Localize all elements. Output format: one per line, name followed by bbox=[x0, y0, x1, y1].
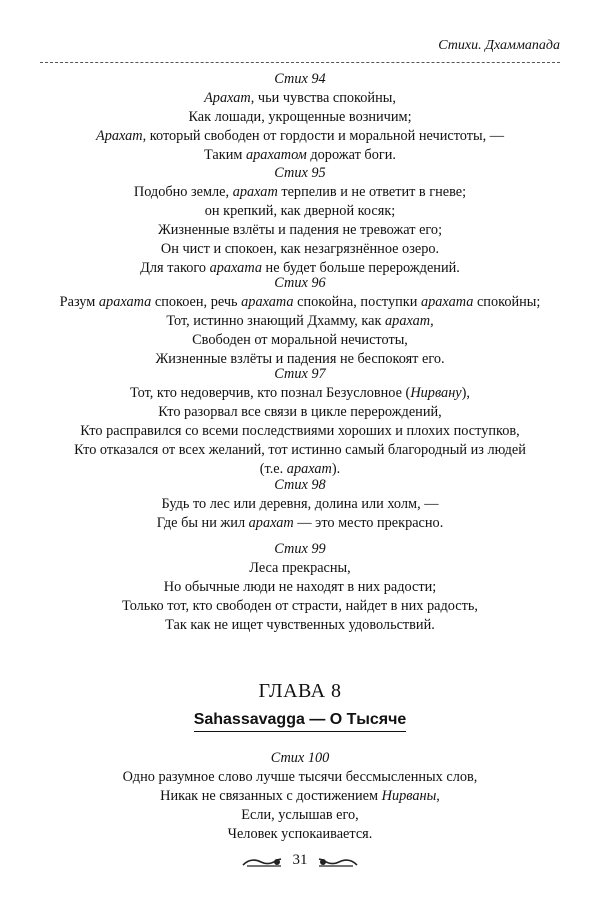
text-segment: не будет больше перерождений. bbox=[261, 260, 460, 276]
text-segment: спокойны; bbox=[473, 294, 541, 310]
text-segment: дорожат боги. bbox=[306, 147, 396, 163]
italic-term: арахатом bbox=[246, 147, 307, 163]
chapter-number: ГЛАВА 8 bbox=[258, 680, 342, 702]
running-header bbox=[40, 38, 560, 60]
verse-100 bbox=[40, 749, 560, 844]
italic-term: Нирвану bbox=[410, 385, 462, 401]
verse-99 bbox=[40, 540, 560, 635]
verse-line bbox=[40, 578, 560, 597]
verse-title: Стих 100 bbox=[270, 750, 330, 766]
verse-line bbox=[40, 768, 560, 787]
text-segment: Жизненные взлёты и падения не тревожат его; bbox=[157, 222, 443, 238]
text-segment: Кто отказался от всех желаний, тот истинно самый благородный из людей bbox=[74, 442, 526, 458]
text-segment: Для такого bbox=[140, 260, 210, 276]
verse-title: Стих 99 bbox=[274, 541, 326, 557]
italic-term: арахата bbox=[420, 294, 474, 310]
verse-line bbox=[40, 616, 560, 635]
verse-line bbox=[40, 312, 560, 331]
italic-term: арахата bbox=[98, 294, 152, 310]
text-segment: Леса прекрасны, bbox=[249, 560, 351, 576]
verse-97 bbox=[40, 365, 560, 479]
verse-line bbox=[40, 221, 560, 240]
verse-line bbox=[40, 108, 560, 127]
verse-98 bbox=[40, 476, 560, 533]
text-segment: Разум bbox=[59, 294, 99, 310]
verse-line bbox=[40, 127, 560, 146]
verse-95 bbox=[40, 164, 560, 278]
text-segment: Тот, истинно знающий Дхамму, как bbox=[166, 313, 386, 329]
text-segment: Если, услышав его, bbox=[241, 807, 359, 823]
text-segment: Жизненные взлёты и падения не беспокоят его. bbox=[155, 351, 445, 367]
verse-line bbox=[40, 202, 560, 221]
verse-line bbox=[40, 422, 560, 441]
italic-term: арахат bbox=[286, 461, 332, 477]
italic-term: арахата bbox=[209, 260, 262, 276]
text-segment: Как лошади, укрощенные возничим; bbox=[188, 109, 412, 125]
italic-term: Нирваны bbox=[381, 788, 437, 804]
text-segment: Только тот, кто свободен от страсти, найдет в них радость, bbox=[122, 598, 478, 614]
verse-line bbox=[40, 146, 560, 165]
ornament-right-icon bbox=[317, 854, 359, 868]
header-rule bbox=[40, 62, 560, 63]
verse-title: Стих 98 bbox=[274, 477, 326, 493]
verse-line bbox=[40, 89, 560, 108]
text-segment: Одно разумное слово лучше тысячи бессмысленных слов, bbox=[122, 769, 478, 785]
text-segment: спокойна, поступки bbox=[293, 294, 421, 310]
text-segment: , который свободен от гордости и моральной нечистоты, — bbox=[142, 128, 505, 144]
verse-title: Стих 94 bbox=[274, 71, 326, 87]
italic-term: арахат bbox=[232, 184, 278, 200]
verse-line bbox=[40, 597, 560, 616]
page-footer bbox=[0, 852, 600, 869]
verse-line bbox=[40, 183, 560, 202]
verse-96 bbox=[40, 274, 560, 369]
text-segment: он крепкий, как дверной косяк; bbox=[204, 203, 396, 219]
verse-line bbox=[40, 240, 560, 259]
verse-line bbox=[40, 384, 560, 403]
verse-title: Стих 97 bbox=[274, 366, 326, 382]
verse-line bbox=[40, 293, 560, 312]
text-segment: Кто разорвал все связи в цикле перерождений, bbox=[158, 404, 442, 420]
verse-line bbox=[40, 806, 560, 825]
verse-title: Стих 96 bbox=[274, 275, 326, 291]
text-segment: Кто расправился со всеми последствиями хороших и плохих поступков, bbox=[80, 423, 520, 439]
verse-line bbox=[40, 787, 560, 806]
italic-term: арахат bbox=[385, 313, 431, 329]
text-segment: Но обычные люди не находят в них радости; bbox=[163, 579, 437, 595]
verse-line bbox=[40, 495, 560, 514]
text-segment: (т.е. bbox=[259, 461, 287, 477]
text-segment: Свободен от моральной нечистоты, bbox=[192, 332, 408, 348]
verse-line bbox=[40, 441, 560, 460]
text-segment: спокоен, речь bbox=[151, 294, 242, 310]
text-segment: — это место прекрасно. bbox=[293, 515, 444, 531]
text-segment: Будь то лес или деревня, долина или холм, — bbox=[161, 496, 439, 512]
text-segment: терпелив и не ответит в гневе; bbox=[277, 184, 467, 200]
chapter-subtitle: Sahassavagga — О Тысяче bbox=[194, 711, 407, 732]
text-segment: Никак не связанных с достижением bbox=[160, 788, 382, 804]
italic-term: Арахат bbox=[95, 128, 143, 144]
verse-line bbox=[40, 403, 560, 422]
text-segment: Подобно земле, bbox=[133, 184, 233, 200]
verse-title: Стих 95 bbox=[274, 165, 326, 181]
text-segment: ), bbox=[461, 385, 470, 401]
ornament-left-icon bbox=[241, 854, 283, 868]
verse-94 bbox=[40, 70, 560, 165]
text-segment: Где бы ни жил bbox=[156, 515, 249, 531]
italic-term: Арахат bbox=[204, 90, 251, 106]
text-segment: , чьи чувства спокойны, bbox=[250, 90, 396, 106]
text-segment: Тот, кто недоверчив, кто познал Безусловное ( bbox=[129, 385, 411, 401]
text-segment: Так как не ищет чувственных удовольствий. bbox=[165, 617, 435, 633]
text-segment: , bbox=[430, 313, 434, 329]
page-number: 31 bbox=[292, 852, 308, 869]
verse-line bbox=[40, 331, 560, 350]
text-segment: Он чист и спокоен, как незагрязнённое озеро. bbox=[160, 241, 440, 257]
header-title: Стихи. Дхаммапада bbox=[438, 38, 560, 53]
italic-term: арахат bbox=[248, 515, 294, 531]
text-segment: ). bbox=[331, 461, 341, 477]
verse-line bbox=[40, 825, 560, 844]
chapter-heading bbox=[40, 680, 560, 732]
verse-line bbox=[40, 514, 560, 533]
text-segment: Таким bbox=[204, 147, 246, 163]
verse-line bbox=[40, 559, 560, 578]
italic-term: арахата bbox=[241, 294, 294, 310]
text-segment: Человек успокаивается. bbox=[227, 826, 373, 842]
text-segment: , bbox=[436, 788, 440, 804]
